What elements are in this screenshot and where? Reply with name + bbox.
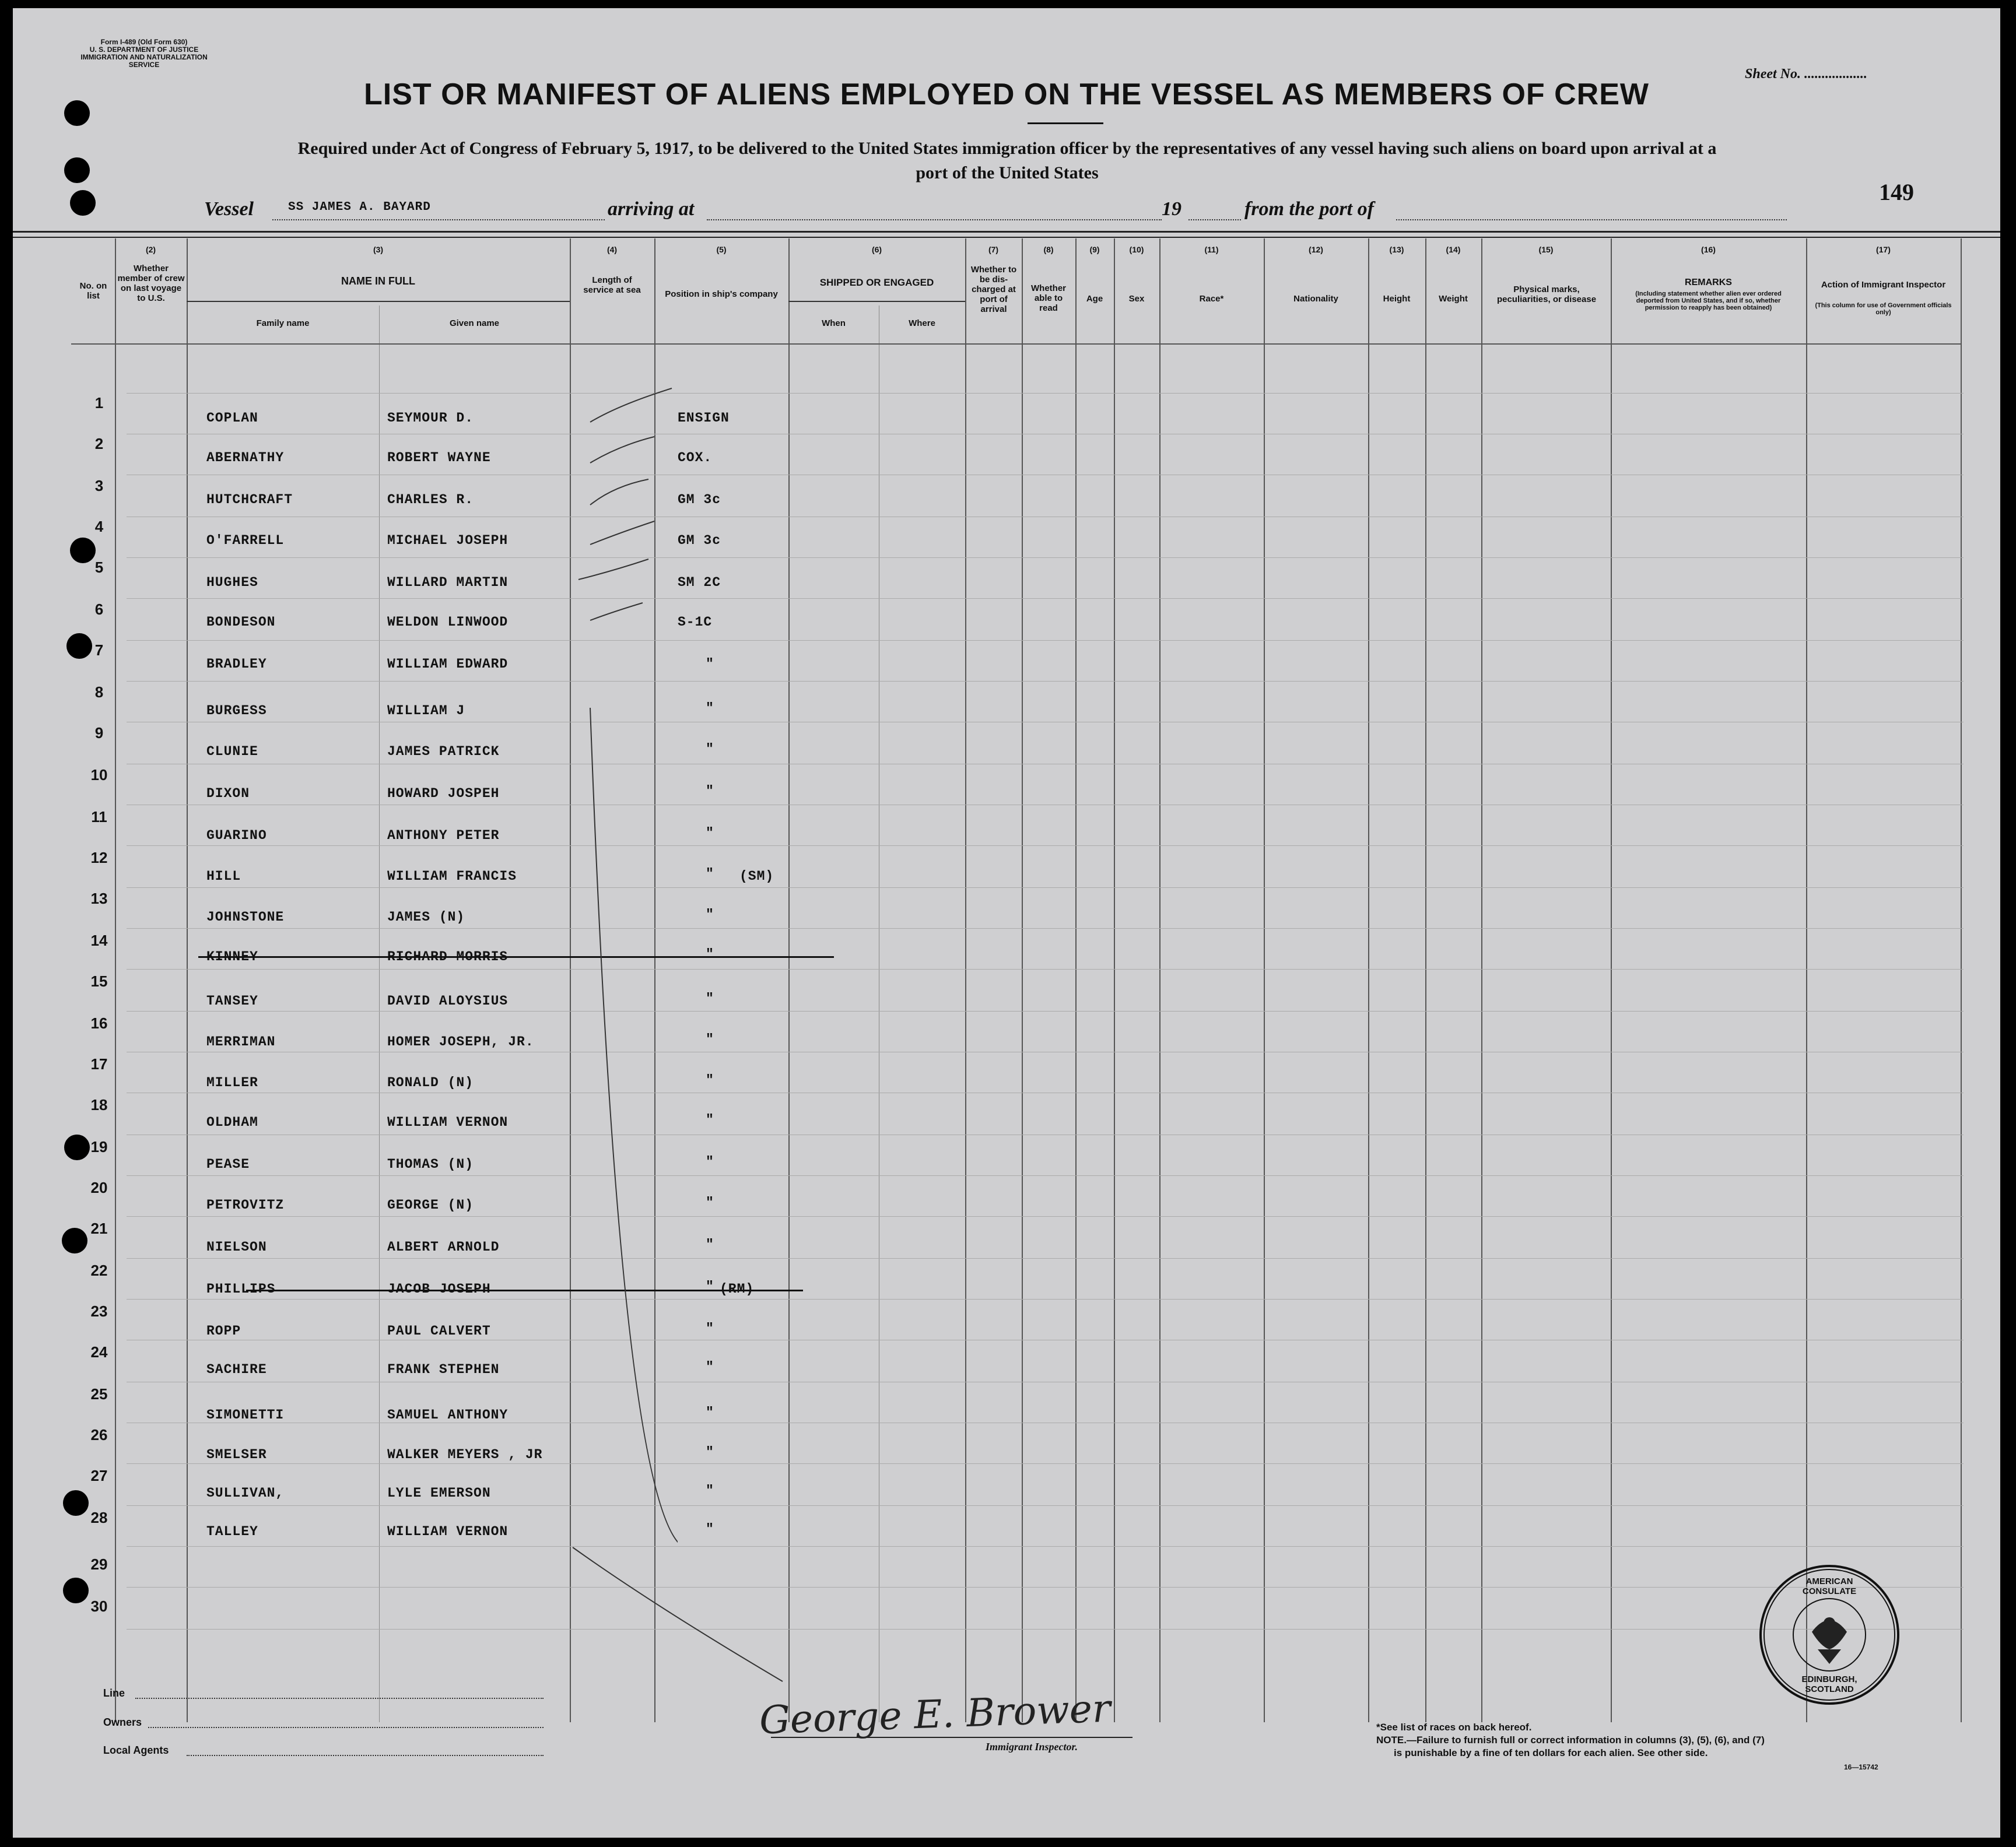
position: COX.: [678, 450, 713, 465]
form-header: [80, 38, 208, 69]
grid-line: [127, 640, 1964, 641]
position: ": [706, 1405, 714, 1420]
given-name: HOMER JOSEPH, JR.: [387, 1034, 534, 1049]
given-name: RICHARD MORRIS: [387, 949, 509, 964]
agents-dotted-line: [187, 1755, 544, 1756]
family-name: TALLEY: [206, 1524, 258, 1539]
column-rule: [965, 238, 966, 1722]
page-number: 149: [1879, 179, 1914, 205]
column-rule: [1264, 238, 1265, 1722]
position-note: (SM): [739, 869, 774, 884]
family-name: MERRIMAN: [206, 1034, 276, 1049]
position: ": [706, 701, 714, 716]
page-subtitle: [100, 136, 1914, 185]
family-name: ABERNATHY: [206, 450, 285, 465]
family-name: CLUNIE: [206, 744, 258, 759]
punch-hole: [70, 190, 96, 216]
column-rule: [1806, 238, 1807, 1722]
family-name: HUGHES: [206, 575, 258, 590]
line-dotted-line: [135, 1698, 544, 1699]
grid-line: [127, 1505, 1964, 1506]
given-name: WILLIAM VERNON: [387, 1115, 509, 1130]
given-name: DAVID ALOYSIUS: [387, 993, 509, 1009]
vessel-name: SS JAMES A. BAYARD: [288, 201, 431, 214]
position: ": [706, 656, 714, 672]
column-rule: [1022, 238, 1023, 1722]
row-number: 1: [94, 394, 104, 412]
col-head-sex: Sex: [1128, 294, 1145, 304]
col-num-16: (16): [1701, 245, 1716, 254]
position: GM 3c: [678, 492, 721, 507]
subtitle-line-2: port of the United States: [916, 163, 1099, 182]
signature-line: [771, 1737, 1133, 1738]
family-name: HUTCHCRAFT: [206, 492, 293, 507]
family-name: BRADLEY: [206, 656, 267, 672]
position-note: (RM): [720, 1281, 755, 1297]
family-name: KINNEY: [206, 949, 258, 964]
family-name: ROPP: [206, 1323, 241, 1339]
fine-note: is punishable by a fine of ten dollars for each alien. See other side.: [1394, 1747, 1708, 1758]
column-rule: [1961, 238, 1962, 1722]
col-head-height: Height: [1383, 294, 1411, 304]
family-name: O'FARRELL: [206, 533, 285, 548]
col-head-where: Where: [909, 318, 935, 328]
row-number: 9: [94, 724, 104, 742]
given-name: HOWARD JOSPEH: [387, 786, 500, 801]
family-name: JOHNSTONE: [206, 910, 285, 925]
grid-line: [127, 598, 1964, 599]
given-name: WILLARD MARTIN: [387, 575, 509, 590]
col-head-shipped-engaged: SHIPPED OR ENGAGED: [819, 277, 934, 288]
row-number: 3: [94, 477, 104, 494]
given-name: WALKER MEYERS , JR: [387, 1447, 543, 1462]
grid-line: [127, 1587, 1964, 1588]
year-label: 19: [1162, 198, 1181, 220]
family-name: SIMONETTI: [206, 1407, 285, 1423]
given-name: LYLE EMERSON: [387, 1486, 491, 1501]
position: ": [706, 826, 714, 841]
grid-line: [127, 1629, 1964, 1630]
row-number: 7: [94, 641, 104, 659]
given-name: ANTHONY PETER: [387, 828, 500, 843]
grid-line: [127, 1011, 1964, 1012]
stamp-bottom-text: EDINBURGH, SCOTLAND: [1801, 1674, 1857, 1694]
col-head-crew-last-voyage: Whether member of crew on last voyage to U.S.: [117, 264, 185, 303]
family-name: MILLER: [206, 1075, 258, 1090]
position: ": [706, 1321, 714, 1336]
col-head-discharged: Whether to be dis-charged at port of arrival: [970, 265, 1017, 314]
position: ": [706, 1154, 714, 1170]
immigrant-inspector-label: Immigrant Inspector.: [986, 1741, 1078, 1753]
col-head-length-service: Length of service at sea: [583, 275, 641, 295]
given-name: WILLIAM FRANCIS: [387, 869, 517, 884]
col-head-name-in-full: NAME IN FULL: [341, 275, 415, 287]
line-label: Line: [103, 1687, 125, 1699]
stamp-top-text: AMERICAN CONSULATE: [1802, 1576, 1857, 1596]
owners-dotted-line: [148, 1727, 544, 1728]
position: ": [706, 866, 714, 882]
col-num-12: (12): [1309, 245, 1323, 254]
row-number: 26: [90, 1426, 108, 1444]
header-second-rule: [13, 237, 2000, 238]
local-agents-label: Local Agents: [103, 1744, 169, 1756]
failure-note: NOTE.—Failure to furnish full or correct information in columns (3), (5), (6), and (7): [1376, 1734, 1765, 1746]
position: GM 3c: [678, 533, 721, 548]
col-num-7: (7): [988, 245, 999, 254]
column-rule: [187, 238, 188, 1722]
grid-line: [127, 1299, 1964, 1300]
page-title: LIST OR MANIFEST OF ALIENS EMPLOYED ON THE VESSEL AS MEMBERS OF CREW: [364, 78, 1649, 111]
col-head-weight: Weight: [1439, 294, 1468, 304]
service-pen-marks: [573, 381, 678, 1582]
col-num-3: (3): [373, 245, 384, 254]
col-num-4: (4): [606, 245, 618, 254]
col-num-8: (8): [1043, 245, 1054, 254]
given-name: GEORGE (N): [387, 1198, 474, 1213]
col-num-15: (15): [1538, 245, 1554, 254]
column-rule: [1611, 238, 1612, 1722]
col-num-10: (10): [1129, 245, 1144, 254]
row-number: 12: [90, 849, 108, 866]
col-head-remarks-note: (Including statement whether alien ever ordered deported from United States, and if so, whether permission to reapply has been obtained): [1635, 290, 1782, 311]
row-number: 22: [90, 1262, 108, 1279]
form-number: Form I-489 (Old Form 630): [100, 38, 188, 46]
row-number: 17: [90, 1055, 108, 1073]
col-num-2: (2): [145, 245, 156, 254]
owners-label: Owners: [103, 1716, 142, 1728]
family-name: TANSEY: [206, 993, 258, 1009]
column-rule: [1114, 238, 1115, 1722]
title-underline: [1028, 122, 1103, 124]
races-note: *See list of races on back hereof.: [1376, 1722, 1532, 1733]
row-number: 29: [90, 1555, 108, 1573]
row-number: 27: [90, 1467, 108, 1484]
position: ": [706, 1032, 714, 1047]
arriving-label: arriving at: [608, 198, 695, 220]
family-name: SULLIVAN,: [206, 1486, 285, 1501]
from-port-label: from the port of: [1244, 198, 1374, 220]
given-name: WILLIAM J: [387, 703, 465, 718]
family-name: COPLAN: [206, 410, 258, 426]
given-name: WILLIAM VERNON: [387, 1524, 509, 1539]
grid-line: [127, 887, 1964, 888]
col-head-action-note: (This column for use of Government officials only): [1815, 302, 1952, 316]
row-number: 6: [94, 601, 104, 618]
given-name: ALBERT ARNOLD: [387, 1239, 500, 1255]
row-number: 25: [90, 1385, 108, 1403]
grid-line: [127, 969, 1964, 970]
row-number: 24: [90, 1343, 108, 1361]
arriving-dotted-line: [707, 219, 1162, 220]
strikethrough-line: [246, 1290, 803, 1291]
col-head-action: Action of Immigrant Inspector: [1821, 280, 1946, 290]
position: ENSIGN: [678, 410, 730, 426]
grid-line: [127, 1258, 1964, 1259]
col-num-17: (17): [1876, 245, 1891, 254]
family-name: PETROVITZ: [206, 1198, 285, 1213]
row-number: 19: [90, 1138, 108, 1156]
given-name: THOMAS (N): [387, 1157, 474, 1172]
col-head-race: Race*: [1199, 294, 1224, 304]
col-num-13: (13): [1389, 245, 1404, 254]
grid-line: [127, 393, 1964, 394]
port-dotted-line: [1396, 219, 1787, 220]
col-head-physical-marks: Physical marks, peculiarities, or disease: [1496, 285, 1597, 304]
row-number: 20: [90, 1179, 108, 1196]
given-name: FRANK STEPHEN: [387, 1362, 500, 1377]
column-rule: [379, 306, 380, 1722]
name-subrule: [187, 301, 570, 302]
sheet-number-label: Sheet No. ..................: [1745, 66, 1867, 82]
row-number: 13: [90, 890, 108, 907]
row-number: 23: [90, 1302, 108, 1320]
row-number: 8: [94, 683, 104, 701]
grid-line: [127, 681, 1964, 682]
department-name: U. S. DEPARTMENT OF JUSTICE: [89, 45, 199, 54]
given-name: ROBERT WAYNE: [387, 450, 491, 465]
given-name: SEYMOUR D.: [387, 410, 474, 426]
position: ": [706, 742, 714, 757]
family-name: GUARINO: [206, 828, 267, 843]
position: ": [706, 1237, 714, 1252]
grid-line: [127, 1175, 1964, 1176]
row-number: 10: [90, 766, 108, 784]
position: ": [706, 1112, 714, 1128]
year-dotted-line: [1188, 219, 1241, 220]
given-name: MICHAEL JOSEPH: [387, 533, 509, 548]
given-name: JAMES PATRICK: [387, 744, 500, 759]
position: ": [706, 1279, 714, 1294]
position: ": [706, 1195, 714, 1210]
vessel-dotted-line: [272, 219, 605, 220]
row-number: 30: [90, 1597, 108, 1615]
grid-line: [127, 557, 1964, 558]
row-number: 28: [90, 1509, 108, 1526]
position: SM 2C: [678, 575, 721, 590]
strikethrough-line: [198, 956, 834, 958]
punch-hole: [64, 157, 90, 183]
given-name: CHARLES R.: [387, 492, 474, 507]
given-name: WELDON LINWOOD: [387, 615, 509, 630]
header-top-rule: [13, 231, 2000, 233]
col-num-9: (9): [1089, 245, 1100, 254]
grid-line: [127, 928, 1964, 929]
family-name: BONDESON: [206, 615, 276, 630]
family-name: SACHIRE: [206, 1362, 267, 1377]
col-num-6: (6): [871, 245, 882, 254]
row-number: 18: [90, 1096, 108, 1114]
column-rule: [570, 238, 571, 1722]
vessel-label: Vessel: [204, 198, 254, 220]
position: ": [706, 1360, 714, 1375]
given-name: RONALD (N): [387, 1075, 474, 1090]
col-num-14: (14): [1446, 245, 1461, 254]
given-name: JACOB JOSEPH: [387, 1281, 491, 1297]
position: ": [706, 1522, 714, 1537]
row-number: 21: [90, 1220, 108, 1237]
given-name: JAMES (N): [387, 910, 465, 925]
position: ": [706, 1445, 714, 1460]
col-head-given-name: Given name: [449, 318, 500, 328]
grid-line: [127, 1463, 1964, 1464]
grid-line: [127, 1216, 1964, 1217]
col-head-remarks: REMARKS: [1685, 278, 1732, 287]
row-number: 11: [91, 808, 107, 826]
inspector-signature: George E. Brower: [758, 1686, 1112, 1743]
closing-pen-line: [561, 1536, 794, 1687]
column-rule: [1368, 238, 1369, 1722]
position: ": [706, 947, 714, 962]
row-number: 16: [90, 1014, 108, 1032]
position: ": [706, 991, 714, 1006]
column-rule: [1425, 238, 1426, 1722]
row-number: 14: [90, 932, 108, 949]
col-head-family-name: Family name: [256, 318, 310, 328]
column-rule: [1481, 238, 1482, 1722]
column-rule: [1159, 238, 1160, 1722]
family-name: OLDHAM: [206, 1115, 258, 1130]
family-name: NIELSON: [206, 1239, 267, 1255]
position: S-1C: [678, 615, 713, 630]
given-name: WILLIAM EDWARD: [387, 656, 509, 672]
position: ": [706, 1073, 714, 1088]
col-head-able-to-read: Whether able to read: [1031, 283, 1066, 313]
service-name: IMMIGRATION AND NATURALIZATION SERVICE: [80, 53, 208, 69]
header-bottom-rule: [71, 343, 1961, 345]
grid-line: [127, 845, 1964, 846]
col-head-position: Position in ship's company: [665, 289, 778, 299]
col-num-5: (5): [716, 245, 727, 254]
row-number: 4: [94, 518, 104, 535]
form-code: 16—15742: [1844, 1763, 1878, 1771]
column-rule: [1075, 238, 1077, 1722]
given-name: PAUL CALVERT: [387, 1323, 491, 1339]
position: ": [706, 784, 714, 799]
family-name: HILL: [206, 869, 241, 884]
col-head-no-on-list: No. on list: [79, 281, 107, 301]
family-name: SMELSER: [206, 1447, 267, 1462]
family-name: PEASE: [206, 1157, 250, 1172]
grid-line: [127, 1546, 1964, 1547]
col-head-when: When: [822, 318, 846, 328]
manifest-sheet: [13, 8, 2000, 1838]
family-name: BURGESS: [206, 703, 267, 718]
row-number: 15: [90, 972, 108, 990]
column-rule: [788, 238, 790, 1722]
position: ": [706, 907, 714, 922]
shipped-subrule: [788, 301, 965, 302]
row-number: 2: [94, 435, 104, 452]
col-head-nationality: Nationality: [1293, 294, 1338, 304]
given-name: SAMUEL ANTHONY: [387, 1407, 509, 1423]
col-head-age: Age: [1086, 294, 1103, 304]
family-name: PHILLIPS: [206, 1281, 276, 1297]
col-num-11: (11): [1204, 245, 1219, 254]
family-name: DIXON: [206, 786, 250, 801]
subtitle-line-1: Required under Act of Congress of February 5, 1917, to be delivered to the United States immigration officer by the representatives of any vessel having such aliens on board upon arrival at a: [297, 139, 1717, 158]
position: ": [706, 1483, 714, 1498]
row-number: 5: [94, 559, 104, 576]
